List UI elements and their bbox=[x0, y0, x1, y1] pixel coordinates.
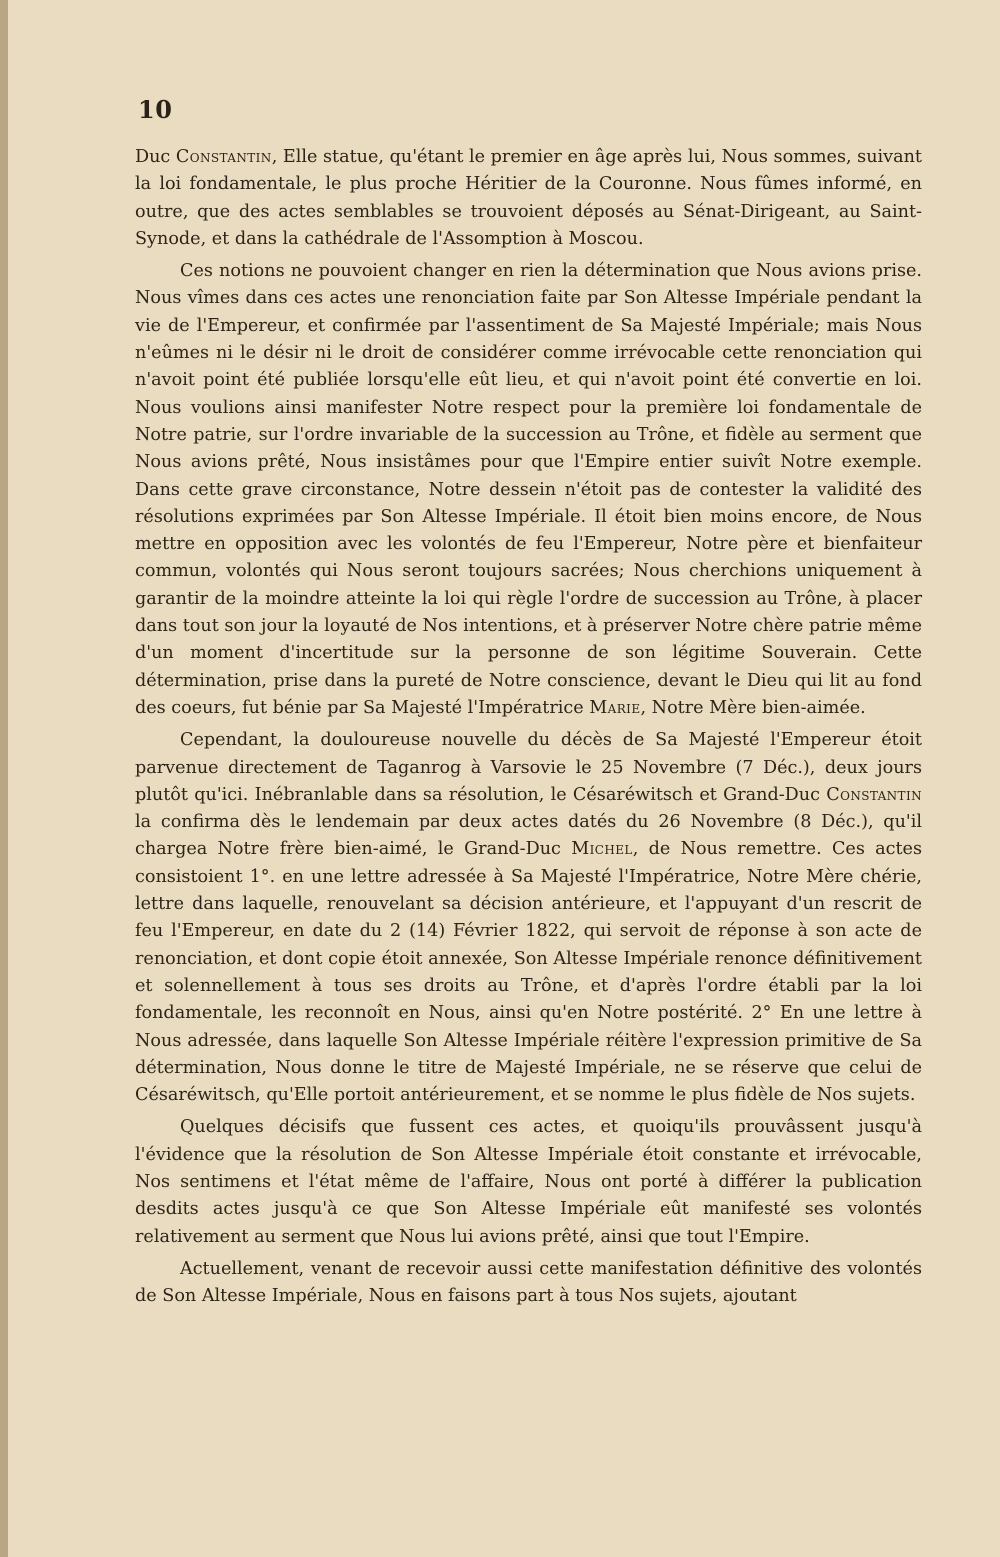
paragraph-5 bbox=[135, 1256, 922, 1311]
text-segment: Cependant, la douloureuse nouvelle du décès de Sa Majesté l'Empereur étoit parvenue directement de Taganrog à Varsovie le 25 Novembre (7 Déc.), deux jours plutôt qu'ici. Inébranlable dans sa résolution, le Césaréwitsch et Grand-Duc bbox=[135, 730, 922, 805]
text-segment: , Elle statue, qu'étant le premier en âge après lui, Nous sommes, suivant la loi fondamentale, le plus proche Héritier de la Couronne. Nous fûmes informé, en outre, que des actes semblables se trouvoient déposés au Sénat-Dirigeant, au Saint-Synode, et dans la cathédrale de l'Assomption à Moscou. bbox=[135, 147, 922, 249]
text-segment: Ces notions ne pouvoient changer en rien la détermination que Nous avions prise. Nous vîmes dans ces actes une renonciation faite par Son Altesse Impériale pendant la vie de l'Empereur, et confirmée par l'assentiment de Sa Majesté Impériale; mais Nous n'eûmes ni le désir ni le droit de considérer comme irrévocable cette renonciation qui n'avoit point été publiée lorsqu'elle eût lieu, et qui n'avoit point été convertie en loi. Nous voulions ainsi manifester Notre respect pour la première loi fondamentale de Notre patrie, sur l'ordre invariable de la succession au Trône, et fidèle au serment que Nous avions prêté, Nous insistâmes pour que l'Empire entier suivît Notre exemple. Dans cette grave circonstance, Notre dessein n'étoit pas de contester la validité des résolutions exprimées par Son Altesse Impériale. Il étoit bien moins encore, de Nous mettre en opposition avec les volontés de feu l'Empereur, Notre père et bienfaiteur commun, volontés qui Nous seront toujours sacrées; Nous cherchions uniquement à garantir de la moindre atteinte la loi qui règle l'ordre de succession au Trône, à placer dans tout son jour la loyauté de Nos intentions, et à préserver Notre chère patrie même d'un moment d'incertitude sur la personne de son légitime Souverain. Cette détermination, prise dans la pureté de Notre conscience, devant le Dieu qui lit au fond des coeurs, fut bénie par Sa Majesté l'Impératrice bbox=[135, 261, 922, 718]
text-segment: la confirma dès le lendemain par deux actes datés du 26 Novembre (8 Déc.), qu'il chargea Notre frère bien-aimé, le Grand-Duc bbox=[135, 812, 922, 860]
paragraph-3 bbox=[135, 727, 922, 1109]
text-segment: Duc bbox=[135, 147, 176, 167]
paragraph-2 bbox=[135, 258, 922, 722]
name-constantin: Constantin bbox=[175, 147, 272, 167]
text-segment: Quelques décisifs que fussent ces actes, et quoiqu'ils prouvâssent jusqu'à l'évidence que la résolution de Son Altesse Impériale étoit constante et irrévocable, Nos sentimens et l'état même de l'affaire, Nous ont porté à différer la publication desdits actes jusqu'à ce que Son Altesse Impériale eût manifesté ses volontés relativement au serment que Nous lui avions prêté, ainsi que tout l'Empire. bbox=[135, 1117, 922, 1247]
paragraph-4 bbox=[135, 1114, 922, 1250]
text-segment: Actuellement, venant de recevoir aussi cette manifestation définitive des volontés de Son Altesse Impériale, Nous en faisons part à tous Nos sujets, ajoutant bbox=[135, 1258, 922, 1307]
name-marie: Marie bbox=[589, 697, 641, 718]
text-segment: , Notre Mère bien-aimée. bbox=[640, 697, 866, 718]
page-number: 10 bbox=[138, 95, 173, 124]
paragraph-1 bbox=[135, 144, 922, 253]
body-text bbox=[135, 144, 922, 1315]
name-michel: Michel bbox=[571, 839, 633, 860]
text-segment: , de Nous remettre. Ces actes consistoient 1°. en une lettre adressée à Sa Majesté l'Impératrice, Notre Mère chérie, lettre dans laquelle, renouvelant sa décision antérieure, et l'appuyant d'un rescrit de feu l'Empereur, en date du 2 (14) Février 1822, qui servoit de réponse à son acte de renonciation, et dont copie étoit annexée, Son Altesse Impériale renonce définitivement et solennellement à tous ses droits au Trône, et d'après l'ordre établi par la loi fondamentale, les reconnoît en Nous, ainsi qu'en Notre postérité. 2° En une lettre à Nous adressée, dans laquelle Son Altesse Impériale réitère l'expression primitive de Sa détermination, Nous donne le titre de Majesté Impériale, ne se réserve que celui de Césaréwitsch, qu'Elle portoit antérieurement, et se nomme le plus fidèle de Nos sujets. bbox=[135, 839, 922, 1106]
page-binding-edge bbox=[0, 0, 8, 1557]
name-constantin: Constantin bbox=[826, 784, 922, 805]
